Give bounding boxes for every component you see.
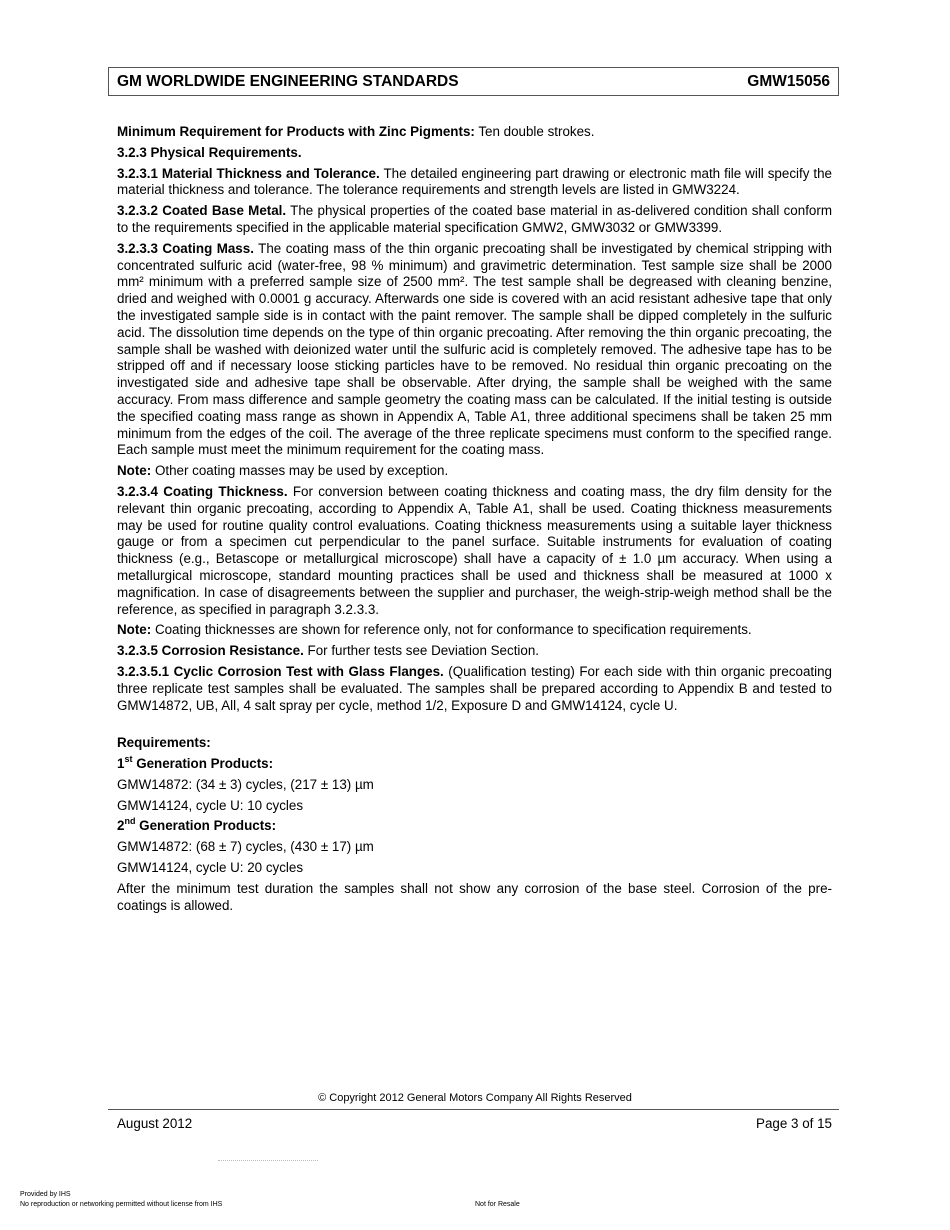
section-3-2-3-heading <box>117 145 832 162</box>
ihs-license-notice: No reproduction or networking permitted without license from IHS <box>20 1201 223 1208</box>
gen1-ordinal: st <box>124 753 133 764</box>
section-3-2-3-2-title: 3.2.3.2 Coated Base Metal. <box>117 203 287 219</box>
copyright-notice: © Copyright 2012 General Motors Company All Rights Reserved <box>318 1092 632 1104</box>
gen1-label: Generation Products: <box>132 756 274 772</box>
page-number: Page 3 of 15 <box>756 1116 832 1131</box>
ihs-resale-notice: Not for Resale <box>475 1201 520 1208</box>
section-3-2-3-4 <box>117 484 832 618</box>
ihs-provided: Provided by IHS <box>20 1191 71 1198</box>
note-label: Note: <box>117 463 152 479</box>
section-3-2-3-3-text: The coating mass of the thin organic precoating shall be investigated by chemical stripping with concentrated sulfuric acid (water-free, 98 % minimum) and gravimetric determination. Test sample size shall be 2000 mm² minimum with a preferred sample size of 2500 mm². The test sample shall be degreased with cleaning benzine, dried and weighed with 0.0001 g accuracy. Afterwards one side is covered with an acid resistant adhesive tape that only the investigated sample side is in contact with the paint remover. The sample shall be dipped completely in the sulfuric acid. The dissolution time depends on the type of thin organic precoating. After removing the thin organic precoating, the sample shall be washed with deionized water until the sulfuric acid is completely removed. The adhesive tape has to be stripped off and if necessary loose sticking particles have to be removed. No residual thin organic precoating on the investigated side and adhesive tape shall be observable. After drying, the sample shall be weighed with the same accuracy. From mass difference and sample geometry the coating mass can be calculated. If the initial testing is outside the specified coating mass range as shown in Appendix A, Table A1, three additional specimens shall be taken 25 mm minimum from the edges of the coil. The average of the three replicate specimens must conform to the specified range. Each sample must meet the minimum requirement for the coating mass. <box>117 240 832 458</box>
section-3-2-3-5-1-title: 3.2.3.5.1 Cyclic Corrosion Test with Glass Flanges. <box>117 663 444 679</box>
standards-title: GM WORLDWIDE ENGINEERING STANDARDS <box>117 72 459 90</box>
document-body <box>117 124 832 918</box>
gen2-requirement-2: GMW14124, cycle U: 20 cycles <box>117 860 304 876</box>
note-text: Other coating masses may be used by exception. <box>151 463 449 479</box>
section-3-2-3-5-title: 3.2.3.5 Corrosion Resistance. <box>117 643 304 659</box>
min-requirement-paragraph <box>117 124 832 141</box>
section-3-2-3-5 <box>117 643 832 660</box>
spacer <box>117 718 832 735</box>
note-coating-masses <box>117 463 832 480</box>
faint-watermark-line <box>218 1160 318 1163</box>
gen1-requirement-2: GMW14124, cycle U: 10 cycles <box>117 797 304 813</box>
section-3-2-3-2-text: The physical properties of the coated base material in as-delivered condition shall conform to the requirements specified in the applicable material specification GMW2, GMW3032 or GMW3399. <box>117 203 832 235</box>
section-3-2-3-3-title: 3.2.3.3 Coating Mass. <box>117 240 254 256</box>
section-3-2-3-title: 3.2.3 Physical Requirements. <box>117 144 302 160</box>
gen1-number: 1 <box>117 756 125 772</box>
gen1-requirement-1: GMW14872: (34 ± 3) cycles, (217 ± 13) µm <box>117 776 374 792</box>
gen2-requirement-1: GMW14872: (68 ± 7) cycles, (430 ± 17) µm <box>117 839 374 855</box>
section-3-2-3-1-text: The detailed engineering part drawing or electronic math file will specify the material thickness and tolerance. The tolerance requirements and strength levels are listed in GMW3224. <box>117 165 832 198</box>
section-3-2-3-1-title: 3.2.3.1 Material Thickness and Tolerance. <box>117 165 380 181</box>
note-coating-thickness <box>117 622 832 639</box>
section-3-2-3-5-1-text: (Qualification testing) For each side with thin organic precoating three replicate test samples shall be evaluated. The samples shall be prepared according to Appendix B and tested to GMW14872, UB, All, 4 salt spray per cycle, method 1/2, Exposure D and GMW14124, cycle U. <box>117 663 833 713</box>
gen1-heading <box>117 753 832 773</box>
min-requirement-text: Ten double strokes. <box>474 124 595 139</box>
gen2-ordinal: nd <box>124 816 136 827</box>
section-3-2-3-5-1 <box>117 664 832 714</box>
section-3-2-3-2 <box>117 203 832 237</box>
section-3-2-3-4-title: 3.2.3.4 Coating Thickness. <box>117 483 288 499</box>
note-label: Note: <box>117 622 152 638</box>
page-footer <box>117 1116 832 1131</box>
section-3-2-3-1 <box>117 166 832 200</box>
gen2-heading <box>117 818 832 835</box>
closing-paragraph: After the minimum test duration the samples shall not show any corrosion of the base steel. Corrosion of the pre-coatings is allowed. <box>117 880 832 913</box>
section-3-2-3-3 <box>117 241 832 459</box>
section-3-2-3-5-text: For further tests see Deviation Section. <box>303 643 539 659</box>
page-header <box>108 67 839 96</box>
note-text: Coating thicknesses are shown for reference only, not for conformance to specification requirements. <box>151 622 752 638</box>
gen2-number: 2 <box>117 818 125 834</box>
section-3-2-3-4-text: For conversion between coating thickness and coating mass, the dry film density for the relevant thin organic precoating, according to Appendix A, Table A1, shall be used. Coating thickness measurements may be used for routine quality control evaluations. Coating thickness measurements using a suitable layer thickness gauge or from a specimen cut perpendicular to the panel surface. Suitable instruments for evaluation of coating thickness (e.g., Betascope or metallurgical microscope) shall have a capacity of ± 1.0 µm accuracy. When using a metallurgical microscope, standard mounting practices shall be used and thickness shall be measured at 1000 x magnification. In case of disagreements between the supplier and purchaser, the weigh-strip-weigh method shall be the reference, as specified in paragraph 3.2.3.3. <box>117 483 832 617</box>
footer-divider <box>108 1109 839 1110</box>
gen2-label: Generation Products: <box>135 818 277 834</box>
requirements-title: Requirements: <box>117 735 211 751</box>
document-number: GMW15056 <box>747 72 830 90</box>
requirements-heading <box>117 735 832 752</box>
publication-date: August 2012 <box>117 1116 193 1131</box>
min-requirement-label: Minimum Requirement for Products with Zinc Pigments: <box>117 124 475 139</box>
